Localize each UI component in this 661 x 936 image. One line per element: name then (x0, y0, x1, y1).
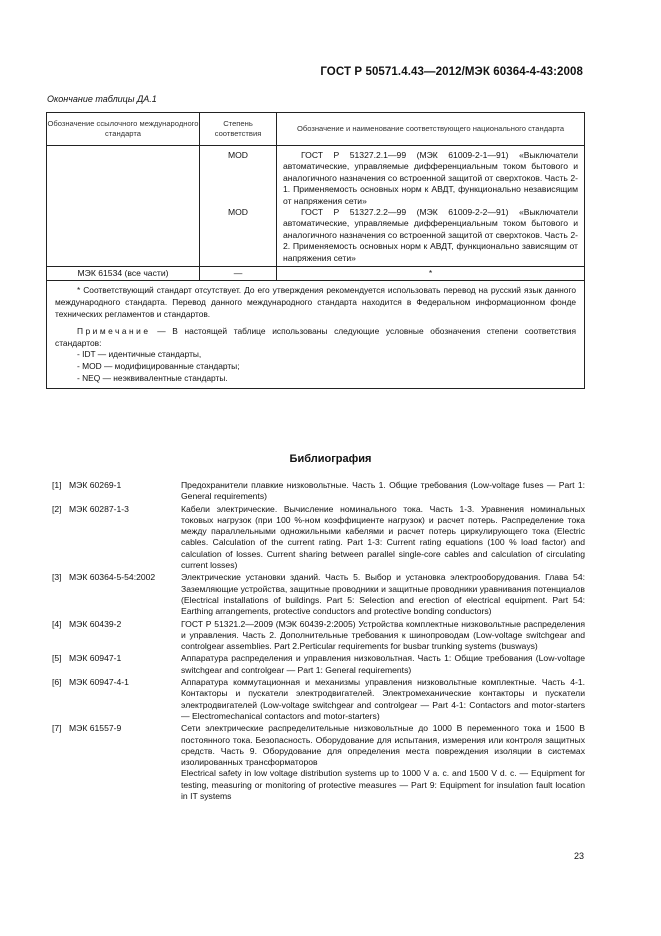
bibliography-title: Библиография (289, 453, 372, 465)
bib-text-english: Electrical safety in low voltage distribution systems up to 1000 V a. c. and 1500 V d. c. — Equipment for testing, measuring or monitoring of protective measures — Part 9: Equipment for insulation fault location in IT systems (181, 768, 585, 802)
bib-code: МЭК 60947-1 (69, 653, 122, 664)
bib-text: Аппаратура распределения и управления низковольтная. Часть 1: Общие требования (Low-voltage switchgear and controlgear — Part 1: General requirements) (181, 653, 585, 675)
table-caption: Окончание таблицы ДА.1 (47, 94, 157, 104)
table-header-row (47, 113, 585, 146)
cell-degree (200, 146, 277, 267)
bib-code: МЭК 60947-4-1 (69, 677, 129, 688)
bibliography-item (52, 504, 585, 572)
bib-text: Электрические установки зданий. Часть 5. Выбор и установка электрооборудования. Глава 54: Заземляющие устройства, защитные проводники и защитные проводники уравнивания потенциалов (Electrical installations of buildings. Part 5: Selection and erection of electrical equipment. Part 54: Earthing arrangements, protective conductors and protective bonding conductors) (181, 572, 585, 617)
header-national-standard: Обозначение и наименование соответствующего национального стандарта (277, 113, 585, 146)
bibliography-item (52, 653, 585, 676)
document-header: ГОСТ Р 50571.4.43—2012/МЭК 60364-4-43:2008 (320, 66, 583, 78)
bib-text-block (181, 723, 585, 802)
note-item: - NEQ — неэквивалентные стандарты. (77, 372, 228, 383)
bib-text: Сети электрические распределительные низковольтные до 1000 В переменного тока и 1500 В постоянного тока. Безопасность. Оборудование для испытания, измерения или контроля защитных средств. Часть 9. Оборудование для определения места повреждения изоляции в системах изолированных трансформаторов (181, 723, 585, 768)
bibliography-item (52, 723, 585, 802)
bibliography-list (52, 480, 585, 803)
header-degree: Степень соответствия (200, 113, 277, 146)
table-row (47, 146, 585, 267)
bib-number: [5] (52, 653, 62, 664)
bibliography-item (52, 677, 585, 722)
national-standard-entry: ГОСТ Р 51327.2.1—99 (МЭК 61009-2-1—91) «Выключатели автоматические, управляемые дифференциальным током бытового и аналогичного назначения со встроенной защитой от сверхтоков. Часть 2-1. Применяемость основных норм к АВДТ, функционально независящим от напряжения сети» (283, 150, 578, 206)
table-row (47, 267, 585, 281)
degree-value: MOD (227, 207, 249, 217)
national-standard-entry: ГОСТ Р 51327.2.2—99 (МЭК 61009-2-2—91) «Выключатели автоматические, управляемые дифференциальным током бытового и аналогичного назначения со встроенной защитой от сверхтоков. Часть 2-2. Применяемость основных норм к АВДТ, функционально зависящим от напряжения сети» (283, 207, 578, 263)
bib-code: МЭК 60364-5-54:2002 (69, 572, 156, 583)
degree-value: MOD (227, 150, 249, 160)
table-footnote (47, 281, 585, 389)
cell-national (277, 146, 585, 267)
note-item: - IDT — идентичные стандарты, (77, 349, 202, 360)
bib-number: [2] (52, 503, 62, 514)
cell-national: * (277, 267, 585, 281)
bib-number: [3] (52, 572, 62, 583)
note-item: - MOD — модифицированные стандарты; (77, 361, 240, 372)
note-label: Примечание (77, 326, 151, 337)
bibliography-item (52, 572, 585, 617)
bibliography-item (52, 480, 585, 503)
cell-ref (47, 146, 200, 267)
footnote-text: * Соответствующий стандарт отсутствует. До его утверждения рекомендуется использовать перевод на русский язык данного международного стандарта. Перевод данного международного стандарта находится в Федеральном информационном фонде технических регламентов и стандартов. (55, 285, 576, 319)
bib-number: [7] (52, 723, 62, 734)
bib-number: [6] (52, 677, 62, 688)
correspondence-table (46, 112, 585, 389)
header-ref-standard: Обозначение ссылочного международного стандарта (47, 113, 200, 146)
bib-text: Предохранители плавкие низковольтные. Часть 1. Общие требования (Low-voltage fuses — Part 1: General requirements) (181, 480, 585, 502)
page-number: 23 (573, 851, 584, 861)
bibliography-item (52, 619, 585, 653)
cell-degree: — (200, 267, 277, 281)
bib-code: МЭК 60269-1 (69, 480, 122, 490)
bib-text: Аппаратура коммутационная и механизмы управления низковольтные комплектные. Часть 4-1. Контакторы и пускатели электродвигателей. Электромеханические контакторы и пускатели электродвигателей (Low-voltage switchgear and controlgear — Part 4-1: Contactors and motor-starters — Electromechanical contactors and motor-starters) (181, 677, 585, 721)
cell-ref: МЭК 61534 (все части) (47, 267, 200, 281)
note-text: — В настоящей таблице использованы следующие условные обозначения степени соответствия стандартов: (55, 326, 577, 348)
bib-code: МЭК 60287-1-3 (69, 503, 129, 514)
bib-number: [1] (52, 480, 62, 490)
bib-code: МЭК 60439-2 (69, 618, 122, 629)
bib-code: МЭК 61557-9 (69, 723, 122, 734)
bib-number: [4] (52, 618, 62, 629)
bib-text: ГОСТ Р 51321.2—2009 (МЭК 60439-2:2005) Устройства комплектные низковольтные распределения и управления. Часть 2. Дополнительные требования к шинопроводам (Low-voltage switchgear and controlgear assemblies. Part 2.Perticular requirements for busbar trunking systems (busways) (181, 618, 585, 652)
note-paragraph (55, 326, 576, 349)
bib-text: Кабели электрические. Вычисление номинального тока. Часть 1-3. Уравнения номинальных токовых нагрузок (при 100 %-ном коэффициенте нагрузок) и расчет потерь. Распределение тока между параллельными одножильными кабелями и расчет потерь циркулирующего тока (Electric cables. Calculation of the current rating. Part 1-3: Current rating equations (100 % load factor) and calculation of losses. Current sharing between parallel single-core cables and calculation of circulating current losses) (181, 503, 585, 571)
table-footnote-row (47, 281, 585, 389)
